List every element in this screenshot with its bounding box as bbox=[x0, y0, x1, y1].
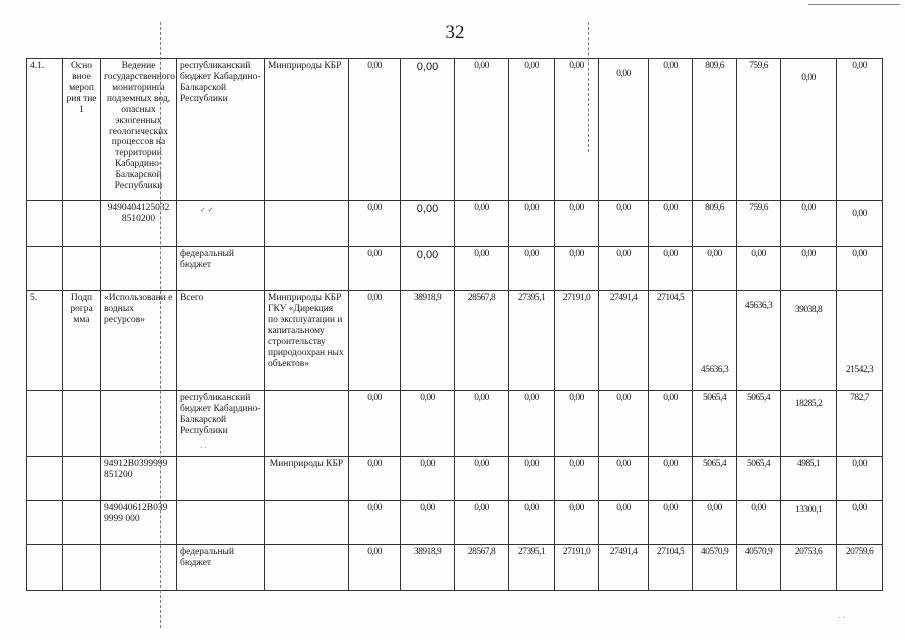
row-name: 94912В0399999 851200 bbox=[101, 457, 177, 501]
value-cell: 0,00 bbox=[599, 457, 649, 501]
value-cell: 45636,3 bbox=[737, 291, 781, 391]
value-cell: 0,00 bbox=[837, 201, 883, 247]
value-cell: 0,00 bbox=[649, 59, 693, 201]
value-cell: 0,00 bbox=[455, 391, 509, 457]
value-cell: 0,00 bbox=[693, 247, 737, 291]
value-cell: 0,00 bbox=[349, 391, 401, 457]
value-cell: 0,00 bbox=[555, 247, 599, 291]
value-cell: 0,00 bbox=[349, 59, 401, 201]
row-executor bbox=[265, 545, 349, 591]
scan-fold-line bbox=[588, 22, 589, 152]
row-executor bbox=[265, 391, 349, 457]
value-cell: 0,00 bbox=[509, 501, 555, 545]
row-type bbox=[63, 247, 101, 291]
table-row bbox=[27, 457, 883, 501]
value-cell: 0,00 bbox=[401, 59, 455, 201]
value-cell: 809,6 bbox=[693, 59, 737, 201]
value-cell: 21542,3 bbox=[837, 291, 883, 391]
row-name: 949040612В039 9999 000 bbox=[101, 501, 177, 545]
value-cell: 0,00 bbox=[349, 457, 401, 501]
row-source: республиканский бюджет Кабардино-Балкарской Республики bbox=[177, 391, 265, 457]
value-cell: 0,00 bbox=[401, 501, 455, 545]
value-cell: 5065,4 bbox=[737, 391, 781, 457]
value-cell: 0,00 bbox=[401, 457, 455, 501]
value-cell: 0,00 bbox=[401, 247, 455, 291]
row-number: 5. bbox=[27, 291, 63, 391]
row-name: «Использовани е водных ресурсов» bbox=[101, 291, 177, 391]
row-executor: Минприроды КБР bbox=[265, 457, 349, 501]
value-cell: 0,00 bbox=[455, 457, 509, 501]
value-cell: 45636,3 bbox=[693, 291, 737, 391]
value-cell: 0,00 bbox=[455, 201, 509, 247]
value-cell: 0,00 bbox=[401, 201, 455, 247]
row-source: федеральный бюджет bbox=[177, 247, 265, 291]
scan-mark: ✓ ✓ bbox=[200, 206, 214, 214]
value-cell: 0,00 bbox=[555, 501, 599, 545]
value-cell: 27191,0 bbox=[555, 545, 599, 591]
table-row bbox=[27, 501, 883, 545]
value-cell: 809,6 bbox=[693, 201, 737, 247]
value-cell: 0,00 bbox=[649, 201, 693, 247]
value-cell: 28567,8 bbox=[455, 545, 509, 591]
value-cell: 0,00 bbox=[555, 457, 599, 501]
value-cell: 0,00 bbox=[649, 391, 693, 457]
budget-table bbox=[26, 58, 883, 591]
value-cell: 4985,1 bbox=[781, 457, 837, 501]
row-name bbox=[101, 545, 177, 591]
value-cell: 0,00 bbox=[837, 457, 883, 501]
value-cell: 0,00 bbox=[599, 59, 649, 201]
page-number: 32 bbox=[445, 22, 465, 43]
row-type: Подп рогра мма bbox=[63, 291, 101, 391]
value-cell: 40570,9 bbox=[693, 545, 737, 591]
table-row bbox=[27, 59, 883, 201]
value-cell: 0,00 bbox=[649, 247, 693, 291]
value-cell: 0,00 bbox=[599, 501, 649, 545]
row-name: 9490404125032 8510200 bbox=[101, 201, 177, 247]
scan-mark: · · bbox=[200, 444, 207, 452]
row-executor: Минприроды КБР bbox=[265, 59, 349, 201]
value-cell: 0,00 bbox=[837, 59, 883, 201]
value-cell: 18285,2 bbox=[781, 391, 837, 457]
table-row bbox=[27, 391, 883, 457]
row-type bbox=[63, 545, 101, 591]
value-cell: 0,00 bbox=[509, 201, 555, 247]
value-cell: 0,00 bbox=[649, 457, 693, 501]
value-cell: 20759,6 bbox=[837, 545, 883, 591]
value-cell: 13300,1 bbox=[781, 501, 837, 545]
row-type bbox=[63, 201, 101, 247]
row-source: республиканский бюджет Кабардино-Балкарской Республики bbox=[177, 59, 265, 201]
row-name bbox=[101, 391, 177, 457]
value-cell: 0,00 bbox=[349, 291, 401, 391]
value-cell: 0,00 bbox=[737, 501, 781, 545]
value-cell: 27191,0 bbox=[555, 291, 599, 391]
row-number bbox=[27, 391, 63, 457]
top-rule bbox=[808, 4, 900, 5]
value-cell: 0,00 bbox=[693, 501, 737, 545]
row-number bbox=[27, 247, 63, 291]
value-cell: 0,00 bbox=[781, 201, 837, 247]
value-cell: 0,00 bbox=[555, 201, 599, 247]
row-name: Ведение государственного мониторинга подземных вод, опасных экзогенных геологических процессов на территории Кабардино-Балкарской Республики bbox=[101, 59, 177, 201]
value-cell: 40570,9 bbox=[737, 545, 781, 591]
value-cell: 5065,4 bbox=[693, 391, 737, 457]
value-cell: 28567,8 bbox=[455, 291, 509, 391]
value-cell: 0,00 bbox=[555, 391, 599, 457]
row-number bbox=[27, 545, 63, 591]
value-cell: 38918,9 bbox=[401, 291, 455, 391]
scan-fold-line bbox=[160, 22, 161, 628]
row-number bbox=[27, 501, 63, 545]
table-row bbox=[27, 291, 883, 391]
value-cell: 0,00 bbox=[455, 59, 509, 201]
row-name bbox=[101, 247, 177, 291]
value-cell: 5065,4 bbox=[737, 457, 781, 501]
value-cell: 0,00 bbox=[837, 501, 883, 545]
row-number: 4.1. bbox=[27, 59, 63, 201]
value-cell: 0,00 bbox=[599, 391, 649, 457]
value-cell: 0,00 bbox=[599, 247, 649, 291]
value-cell: 0,00 bbox=[837, 247, 883, 291]
scan-mark: · · bbox=[838, 614, 845, 622]
value-cell: 27491,4 bbox=[599, 291, 649, 391]
row-executor bbox=[265, 201, 349, 247]
value-cell: 0,00 bbox=[349, 501, 401, 545]
table-row bbox=[27, 247, 883, 291]
value-cell: 0,00 bbox=[649, 501, 693, 545]
value-cell: 27395,1 bbox=[509, 291, 555, 391]
row-number bbox=[27, 457, 63, 501]
row-type bbox=[63, 391, 101, 457]
value-cell: 0,00 bbox=[599, 201, 649, 247]
value-cell: 5065,4 bbox=[693, 457, 737, 501]
value-cell: 0,00 bbox=[401, 391, 455, 457]
value-cell: 27395,1 bbox=[509, 545, 555, 591]
row-source: федеральный бюджет bbox=[177, 545, 265, 591]
value-cell: 0,00 bbox=[349, 201, 401, 247]
value-cell: 38918,9 bbox=[401, 545, 455, 591]
row-source bbox=[177, 201, 265, 247]
row-executor bbox=[265, 247, 349, 291]
row-executor bbox=[265, 501, 349, 545]
value-cell: 0,00 bbox=[555, 59, 599, 201]
value-cell: 0,00 bbox=[455, 501, 509, 545]
value-cell: 0,00 bbox=[349, 545, 401, 591]
value-cell: 27104,5 bbox=[649, 545, 693, 591]
value-cell: 0,00 bbox=[781, 247, 837, 291]
value-cell: 27104,5 bbox=[649, 291, 693, 391]
value-cell: 0,00 bbox=[349, 247, 401, 291]
value-cell: 27491,4 bbox=[599, 545, 649, 591]
row-type bbox=[63, 457, 101, 501]
row-type bbox=[63, 501, 101, 545]
row-number bbox=[27, 201, 63, 247]
row-type: Осно вное мероп рия тие 1 bbox=[63, 59, 101, 201]
row-source bbox=[177, 457, 265, 501]
value-cell: 0,00 bbox=[509, 59, 555, 201]
value-cell: 39038,8 bbox=[781, 291, 837, 391]
value-cell: 0,00 bbox=[781, 59, 837, 201]
value-cell: 20753,6 bbox=[781, 545, 837, 591]
table-row bbox=[27, 201, 883, 247]
table-row bbox=[27, 545, 883, 591]
value-cell: 0,00 bbox=[509, 391, 555, 457]
value-cell: 0,00 bbox=[509, 457, 555, 501]
row-executor: Минприроды КБР ГКУ «Дирекция по эксплуатации и капитальному строительству природоохран ных объектов» bbox=[265, 291, 349, 391]
value-cell: 0,00 bbox=[737, 247, 781, 291]
value-cell: 782,7 bbox=[837, 391, 883, 457]
value-cell: 0,00 bbox=[509, 247, 555, 291]
value-cell: 0,00 bbox=[455, 247, 509, 291]
row-source: Всего bbox=[177, 291, 265, 391]
row-source bbox=[177, 501, 265, 545]
value-cell: 759,6 bbox=[737, 201, 781, 247]
value-cell: 759,6 bbox=[737, 59, 781, 201]
